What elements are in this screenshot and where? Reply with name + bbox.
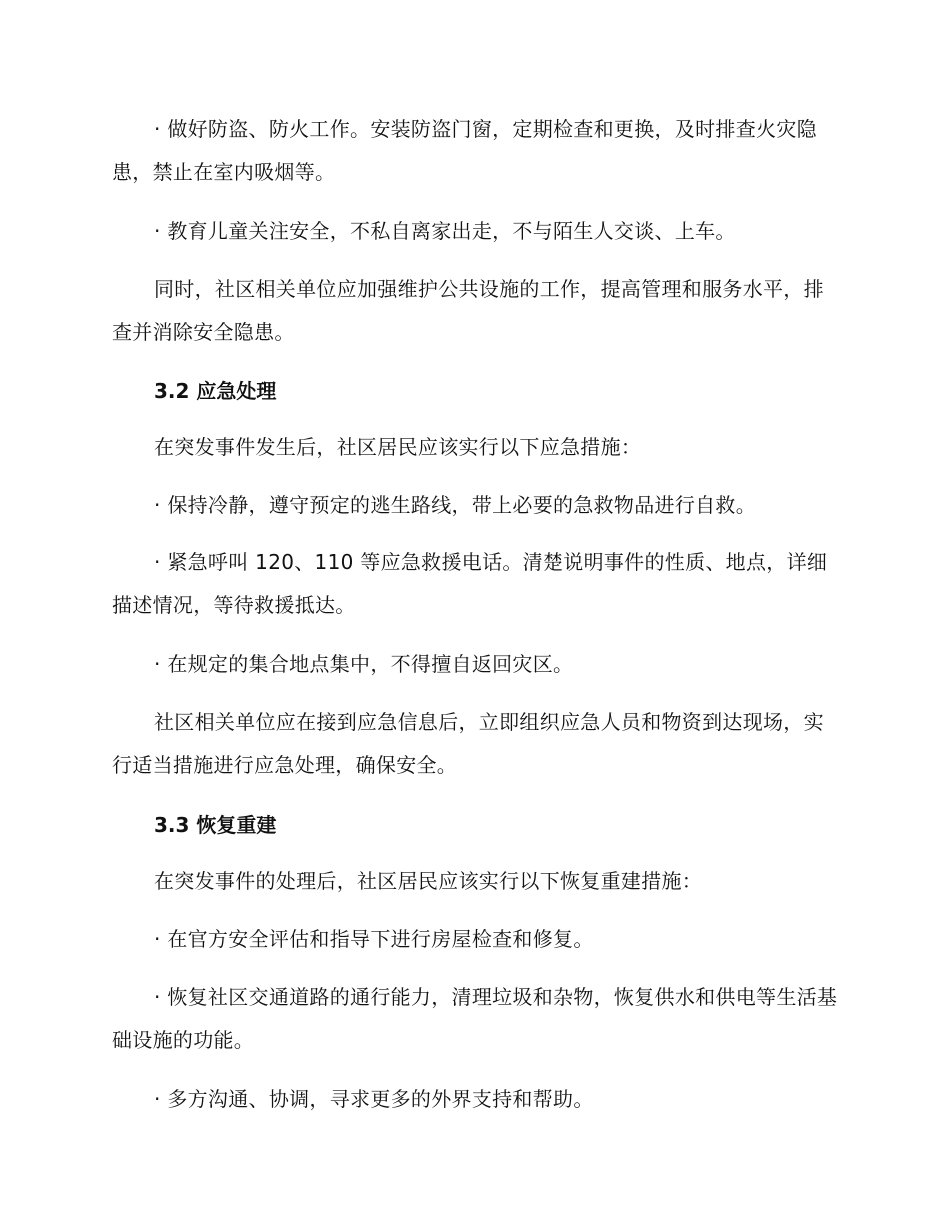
paragraph-emergency-call: · 紧急呼叫 120、110 等应急救援电话。清楚说明事件的性质、地点，详细描述情况，等待救援抵达。 [112,550,828,617]
paragraph-external-support: · 多方沟通、协调，寻求更多的外界支持和帮助。 [154,1087,594,1111]
paragraph-assembly-point: · 在规定的集合地点集中，不得擅自返回灾区。 [154,652,574,676]
paragraph-child-safety: · 教育儿童关注安全，不私自离家出走，不与陌生人交谈、上车。 [154,219,736,243]
section-heading-emergency: 3.2 应急处理 [154,379,277,403]
paragraph-public-facilities: 同时，社区相关单位应加强维护公共设施的工作，提高管理和服务水平，排查并消除安全隐患。 [112,277,824,344]
paragraph-house-inspection: · 在官方安全评估和指导下进行房屋检查和修复。 [154,927,594,951]
paragraph-stay-calm: · 保持冷静，遵守预定的逃生路线，带上必要的急救物品进行自救。 [154,493,757,517]
section-heading-recovery: 3.3 恢复重建 [154,813,277,837]
paragraph-recovery-intro: 在突发事件的处理后，社区居民应该实行以下恢复重建措施： [154,869,703,893]
paragraph-emergency-intro: 在突发事件发生后，社区居民应该实行以下应急措施： [154,435,642,459]
paragraph-response-units: 社区相关单位应在接到应急信息后，立即组织应急人员和物资到达现场，实行适当措施进行应急处理，确保安全。 [112,710,824,777]
paragraph-restore-infrastructure: · 恢复社区交通道路的通行能力，清理垃圾和杂物，恢复供水和供电等生活基础设施的功能。 [112,985,838,1052]
paragraph-fire-prevention: · 做好防盗、防火工作。安装防盗门窗，定期检查和更换，及时排查火灾隐患，禁止在室内吸烟等。 [112,117,817,184]
